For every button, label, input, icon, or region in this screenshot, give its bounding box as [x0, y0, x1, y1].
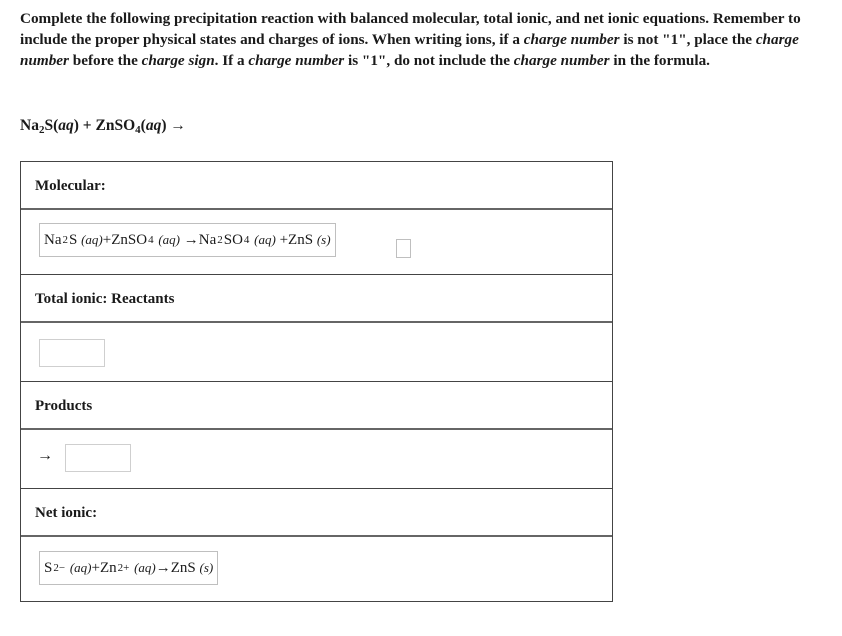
net-ionic-answer-row	[21, 537, 612, 602]
products-row	[21, 430, 612, 489]
molecular-answer-row	[21, 210, 612, 275]
molecular-equation-field[interactable]: Na 2 S (aq) +ZnSO 4 (aq) →Na 2 SO 4 (aq) +ZnS (s)	[39, 223, 336, 257]
total-ionic-reactants-row	[21, 323, 612, 382]
products-label: Products	[35, 398, 93, 414]
total-ionic-label: Total ionic: Reactants	[35, 291, 175, 307]
answer-table	[20, 161, 613, 602]
arrow-icon: →	[37, 447, 53, 464]
products-field[interactable]	[65, 444, 131, 472]
total-ionic-reactants-field[interactable]	[39, 339, 105, 367]
total-ionic-label-row	[21, 275, 612, 323]
net-ionic-label-row	[21, 489, 612, 537]
molecular-label-row	[21, 162, 612, 210]
net-ionic-label: Net ionic:	[35, 505, 98, 521]
products-label-row	[21, 382, 612, 430]
instructions-text: Complete the following precipitation reaction with balanced molecular, total ionic, and net ionic equations. Remember to include the proper physical states and charges of ions. When writing ions, if a charge number is not "1", place the charge number before the charge sign. If a charge number is "1", do not include the charge number in the formula.	[20, 10, 801, 69]
molecular-label: Molecular:	[35, 178, 106, 194]
molecular-extra-field[interactable]	[396, 239, 411, 258]
net-ionic-equation-field[interactable]: S 2− (aq) +Zn 2+ (aq) →ZnS (s)	[39, 551, 218, 585]
reaction-equation: $Na_2S(aq)$ + ZnSO$_4$(aq) →	[20, 117, 186, 136]
